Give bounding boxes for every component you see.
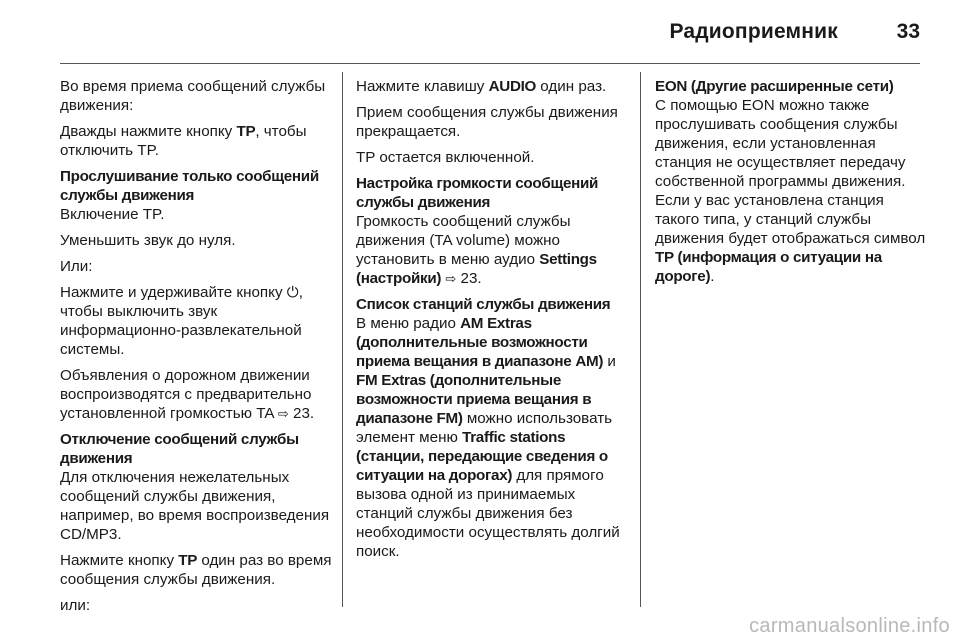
paragraph: TP остается включенной. [356,149,535,166]
paragraph: Во время приема сообщений службы движения: [60,78,326,114]
audio-key-label: AUDIO [488,78,537,95]
paragraph: Нажмите и удерживайте кнопку ⏻, чтобы выключить звук информационно-развлекательной системы. [60,284,303,358]
page-ref-arrow-icon: ⇨ [277,406,289,421]
column-divider-1 [342,72,343,607]
section-heading: Список станций службы движения [356,296,611,313]
paragraph: Громкость сообщений службы движения (TA volume) можно установить в меню аудио Settings (настройки) ⇨ 23. [356,213,597,287]
section-heading: Отключение сообщений службы движения [60,431,299,467]
column-divider-2 [640,72,641,607]
page-number: 33 [896,20,920,43]
paragraph: С помощью EON можно также прослушивать сообщения службы движения, если установленная станция не осуществляет передачу собственной программы движения. Если у вас установлена станция такого типа, у станций службы движения будет отображаться символ TP (информация о ситуации на дороге). [655,97,926,285]
paragraph: Дважды нажмите кнопку TP, чтобы отключить TP. [60,123,307,159]
paragraph: Уменьшить звук до нуля. [60,232,236,249]
section-heading: EON (Другие расширенные сети) [655,78,894,95]
header-divider [60,63,920,64]
fm-extras-label: FM Extras (дополнительные возможности приема вещания в диапазоне FM) [356,372,592,427]
column-3 [655,77,927,293]
settings-menu-label: Settings (настройки) [356,251,597,287]
section-heading: Настройка громкости сообщений службы движения [356,175,599,211]
tp-button-label: TP [236,123,256,140]
paragraph: В меню радио AM Extras (дополнительные возможности приема вещания в диапазоне AM) и FM Extras (дополнительные возможности приема вещания в диапазоне FM) можно использовать элемент меню Traffic stations (станции, передающие сведения о ситуации на дорогах) для прямого вызова одной из принимаемых станций службы движения без необходимости осуществлять долгий поиск. [356,315,620,560]
paragraph: или: [60,597,91,614]
page-title: Радиоприемник [669,20,838,43]
column-2 [356,77,628,568]
watermark: carmanualsonline.info [749,615,950,637]
tp-button-label: TP [178,552,198,569]
am-extras-label: AM Extras (дополнительные возможности приема вещания в диапазоне AM) [356,315,604,370]
page-ref-arrow-icon: ⇨ [445,271,457,286]
column-1 [60,77,332,622]
tp-symbol-label: TP (информация о ситуации на дороге) [655,249,882,285]
traffic-stations-label: Traffic stations (станции, передающие сведения о ситуации на дорогах) [356,429,608,484]
paragraph: Для отключения нежелательных сообщений службы движения, например, во время воспроизведения CD/MP3. [60,469,330,543]
paragraph: Объявления о дорожном движении воспроизводятся с предварительно установленной громкостью TA ⇨ 23. [60,367,315,422]
paragraph: Нажмите кнопку TP один раз во время сообщения службы движения. [60,552,332,588]
section-heading: Прослушивание только сообщений службы движения [60,168,319,204]
paragraph: Нажмите клавишу AUDIO один раз. [356,78,607,95]
paragraph: Прием сообщения службы движения прекращается. [356,104,618,140]
paragraph: Или: [60,258,93,275]
paragraph: Включение TP. [60,206,165,223]
